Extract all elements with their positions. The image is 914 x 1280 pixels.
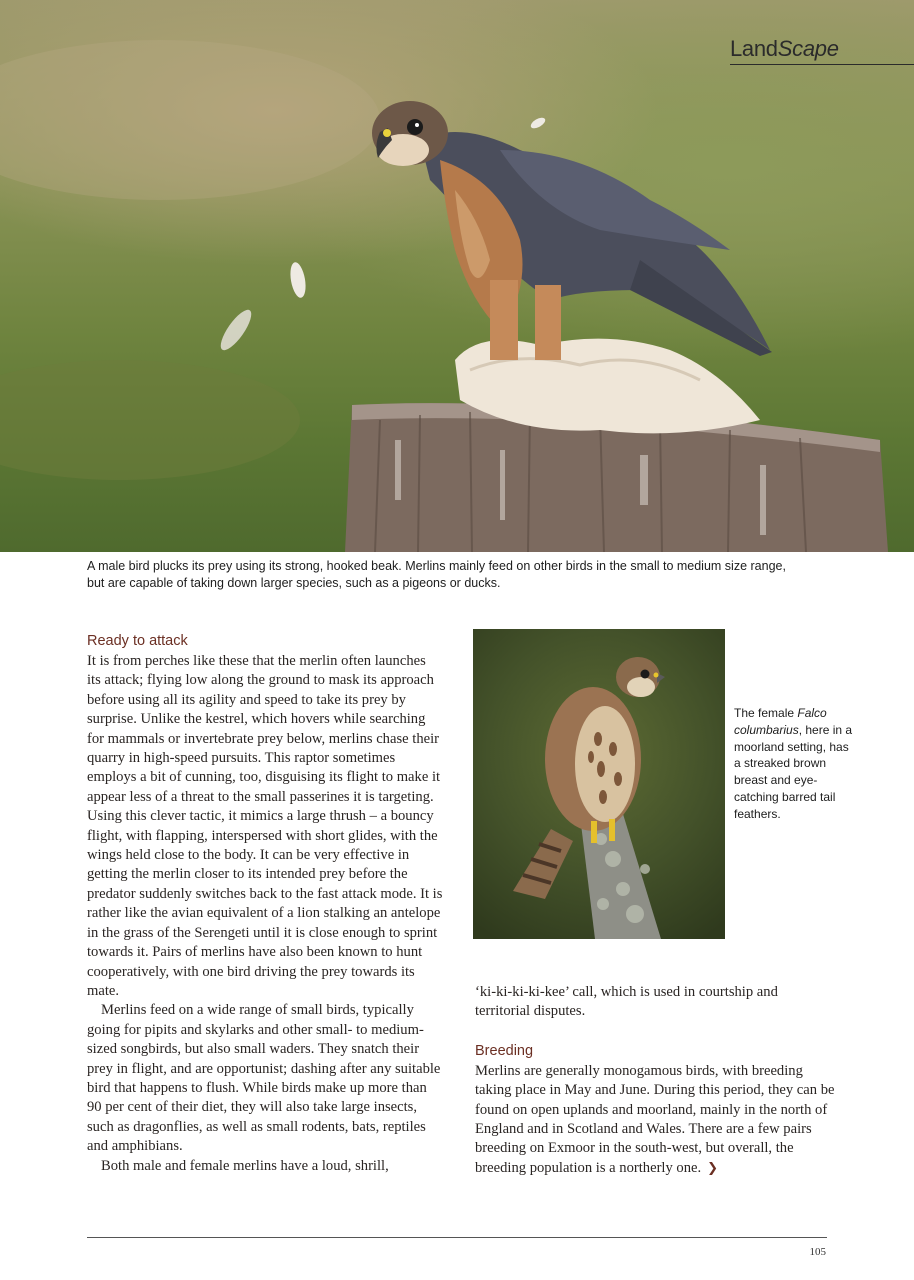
article-paragraph-3: Both male and female merlins have a loud, shrill, (101, 1157, 389, 1174)
species-name: Falco columbarius (734, 706, 827, 737)
article-paragraph-2: Merlins feed on a wide range of small birds, typically going for pipits and skylarks and other small- to medium-sized songbirds, but also small waders. They snatch their prey in flight, and are opportunist; dashing after any suitable bird that happens to flush. While birds make up more than 90 per cent of their diet, they will also take large insects, such as dragonflies, as well as small rodents, bats, reptiles and amphibians. (87, 1002, 441, 1155)
female-merlin-photo (473, 629, 725, 939)
hero-caption (87, 558, 837, 592)
merlin-female-illustration (473, 629, 725, 939)
article-left-column (87, 632, 443, 1176)
magazine-brand-logo: LandScape (730, 36, 914, 65)
hero-photo (0, 0, 914, 552)
article-paragraph-1: It is from perches like these that the merlin often launches its attack; flying low along the ground to mask its approach before using all its agility and speed to take its prey by surprise. Unlike the kestrel, which hovers while searching for mammals or invertebrate prey below, merlins chase their quarry in high-speed pursuits. This raptor sometimes employs a bit of cunning, too, disguising its flight to make it appear less of a threat to the small passerines it is targeting. Using this clever tactic, it mimics a large thrush – a bouncy flight, with flapping, interspersed with short glides, with the wings held close to the body. It can be very effective in getting the merlin closer to its intended prey before the predator suddenly switches back to the fast attack mode. It is rather like the avian equivalent of a lion stalking an antelope in the grass of the Serengeti until it is close enough to sprint towards it. Pairs of merlins have also been known to hunt cooperatively, with one bird driving the prey towards its mate. (87, 653, 443, 999)
section-heading-breeding: Breeding (475, 1042, 534, 1059)
section-heading-ready-to-attack: Ready to attack (87, 633, 188, 649)
hero-caption-line-2: but are capable of taking down larger species, such as a pigeons or ducks. (87, 576, 501, 590)
continue-arrow-icon: ❯ (707, 1160, 719, 1176)
merlin-male-illustration (0, 0, 914, 552)
footer-divider (87, 1237, 827, 1238)
page-number: 105 (809, 1246, 826, 1258)
article-paragraph-4: Merlins are generally monogamous birds, with breeding taking place in May and June. During this period, they can be found on open uplands and moorland, mainly in the north of England and in Scotland and Wales. There are a few pairs breeding on Exmoor in the south-west, but overall, the breeding population is a northerly one. ❯ (475, 1062, 835, 1176)
article-paragraph-3-continued: ‘ki-ki-ki-ki-kee’ call, which is used in courtship and territorial disputes. (475, 984, 778, 1020)
article-right-column (475, 983, 835, 1178)
photo-side-caption: The female Falco columbarius, here in a moorland setting, has a streaked brown breast and eye-catching barred tail feathers. (734, 706, 853, 821)
hero-caption-line-1: A male bird plucks its prey using its strong, hooked beak. Merlins mainly feed on other birds in the small to medium size range, (87, 559, 786, 573)
